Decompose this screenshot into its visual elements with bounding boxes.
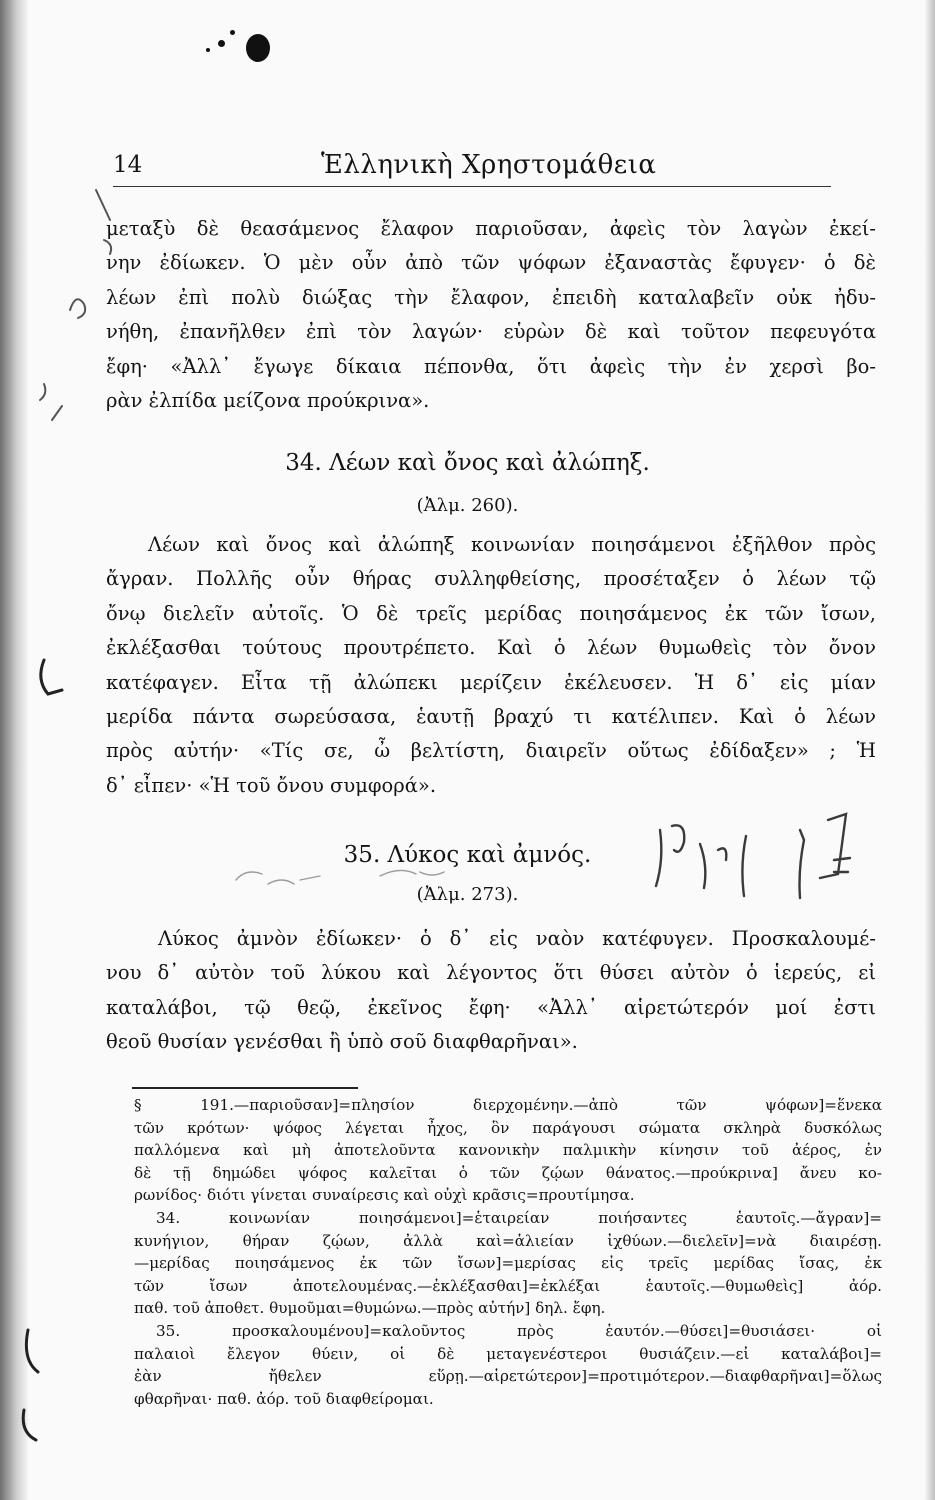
fable-35-text xyxy=(106,922,876,1060)
footnote-line: παλαιοὶ ἔλεγον θύειν, οἱ δὲ μεταγενέστεροι θυσιάζειν.—εἰ καταλάβοι]= xyxy=(134,1344,882,1363)
header-rule xyxy=(113,186,831,187)
fable-33-continuation xyxy=(106,212,876,418)
text-line: θεοῦ θυσίαν γενέσθαι ἢ ὑπὸ σοῦ διαφθαρῆναι». xyxy=(106,1030,578,1054)
fable-34-reference: (Ἀλμ. 260). xyxy=(416,495,519,516)
footnote-line: —μερίδας ποιησάμενος ἐκ τῶν ἴσων]=μερίσας εἰς τρεῖς μερίδας ἴσας, ἐκ xyxy=(134,1254,882,1273)
footnote-line: παλλόμενα καὶ μὴ ἀποτελοῦντα κανονικὴν παλμικὴν κίνησιν τοῦ ἀέρος, ἐν xyxy=(134,1141,882,1160)
footnote-line: τῶν ἴσων ἀποτελουμένας.—ἐκλέξασθαι]=ἐκλέξαι ἑαυτοῖς.—θυμωθεὶς] ἀόρ. xyxy=(134,1276,882,1295)
text-line: ἔφη· «Ἀλλ᾽ ἔγωγε δίκαια πέπονθα, ὅτι ἀφεὶς τὴν ἐν χερσὶ βο- xyxy=(106,354,876,378)
text-line: νου δ᾽ αὐτὸν τοῦ λύκου καὶ λέγοντος ὅτι θύσει αὐτὸν ὁ ἱερεύς, εἰ xyxy=(106,961,876,985)
footnote-rule xyxy=(132,1087,358,1089)
text-line: μεταξὺ δὲ θεασάμενος ἔλαφον παριοῦσαν, ἀφεὶς τὸν λαγὼν ἐκεί- xyxy=(106,217,876,240)
footnote-line: § 191.—παριοῦσαν]=πλησίον διερχομένην.—ἀπὸ τῶν ψόφων]=ἕνεκα xyxy=(134,1096,882,1114)
text-line: λέων ἐπὶ πολὺ διώξας τὴν ἔλαφον, ἐπειδὴ καταλαβεῖν οὐκ ἠδυ- xyxy=(106,285,876,309)
fable-34-text xyxy=(106,528,876,803)
text-line: ἄγραν. Πολλῆς οὖν θήρας συλληφθείσης, προσέταξεν ὁ λέων τῷ xyxy=(106,567,876,591)
footnote-line: ρωνίδος· διότι γίνεται συναίρεσις καὶ οὐχὶ κρᾶσις=προυτίμησα. xyxy=(134,1186,635,1205)
footnote-line: φθαρῆναι· παθ. ἀόρ. τοῦ διαφθείρομαι. xyxy=(134,1389,434,1408)
text-line: καταλάβοι, τῷ θεῷ, ἐκεῖνος ἔφη· «Ἀλλ᾽ αἱρετώτερόν μοί ἐστι xyxy=(106,995,876,1019)
page-number: 14 xyxy=(113,152,143,178)
footnote-line: παθ. τοῦ ἀποθετ. θυμοῦμαι=θυμώνω.—πρὸς αὐτήν] δηλ. ἔφη. xyxy=(134,1299,606,1318)
text-line: κατέφαγεν. Εἶτα τῇ ἀλώπεκι μερίζειν ἐκέλευσεν. Ἡ δ᾽ εἰς μίαν xyxy=(106,670,876,694)
running-title: Ἑλληνικὴ Χρηστομάθεια xyxy=(321,150,657,180)
text-line: Λέων καὶ ὄνος καὶ ἀλώπηξ κοινωνίαν ποιησάμενοι ἐξῆλθον πρὸς xyxy=(148,533,876,556)
footnotes xyxy=(134,1094,882,1410)
text-line: νήθη, ἐπανῆλθεν ἐπὶ τὸν λαγών· εὑρὼν δὲ καὶ τοῦτον πεφευγότα xyxy=(106,320,876,344)
text-line: πρὸς αὐτήν· «Τίς σε, ὦ βελτίστη, διαιρεῖν οὕτως ἐδίδαξεν» ; Ἡ xyxy=(106,739,876,763)
footnote-line: ἐὰν ἤθελεν εὕρῃ.—αἱρετώτερον]=προτιμότερον.—διαφθαρῆναι]=ὅλως xyxy=(134,1367,882,1386)
running-header xyxy=(113,150,830,184)
fable-35-title: 35. Λύκος καὶ ἀμνός. xyxy=(343,842,592,868)
footnote-line: 35. προσκαλουμένου]=καλοῦντος πρὸς ἑαυτόν.—θύσει]=θυσιάσει· οἱ xyxy=(156,1321,882,1340)
footnote-line: κυνήγιον, θήραν ζῴων, ἀλλὰ καὶ=ἁλιείαν ἰχθύων.—διελεῖν]=νὰ διαιρέσῃ. xyxy=(134,1231,882,1250)
text-line: Λύκος ἀμνὸν ἐδίωκεν· ὁ δ᾽ εἰς ναὸν κατέφυγεν. Προσκαλουμέ- xyxy=(158,927,876,950)
footnote-line: τῶν κρότων· ψόφος λέγεται ἦχος, ὃν παράγουσι σώματα σκληρὰ δυσκόλως xyxy=(134,1118,882,1137)
text-line: ἐκλέξασθαι τούτους προυτρέπετο. Καὶ ὁ λέων θυμωθεὶς τὸν ὄνον xyxy=(106,636,876,660)
footnote-line: δὲ τῇ δημώδει ψόφος καλεῖται ὁ τῶν ζῴων θάνατος.—προύκρινα] ἄνευ κο- xyxy=(134,1163,882,1182)
text-line: ὄνῳ διελεῖν αὐτοῖς. Ὁ δὲ τρεῖς μερίδας ποιησάμενος ἐκ τῶν ἴσων, xyxy=(106,601,876,625)
text-line: δ᾽ εἶπεν· «Ἡ τοῦ ὄνου συμφορά». xyxy=(106,773,437,797)
text-line: ρὰν ἐλπίδα μείζονα προύκρινα». xyxy=(106,389,430,413)
text-line: νην ἐδίωκεν. Ὁ μὲν οὖν ἀπὸ τῶν ψόφων ἐξαναστὰς ἔφυγεν· ὁ δὲ xyxy=(106,251,876,275)
fable-34-title: 34. Λέων καὶ ὄνος καὶ ἀλώπηξ. xyxy=(285,450,650,476)
footnote-line: 34. κοινωνίαν ποιησάμενοι]=ἑταιρείαν ποιήσαντες ἑαυτοῖς.—ἄγραν]= xyxy=(156,1208,882,1227)
fable-35-reference: (Ἀλμ. 273). xyxy=(416,884,519,905)
text-line: μερίδα πάντα σωρεύσασα, ἑαυτῇ βραχύ τι κατέλιπεν. Καὶ ὁ λέων xyxy=(106,705,876,729)
